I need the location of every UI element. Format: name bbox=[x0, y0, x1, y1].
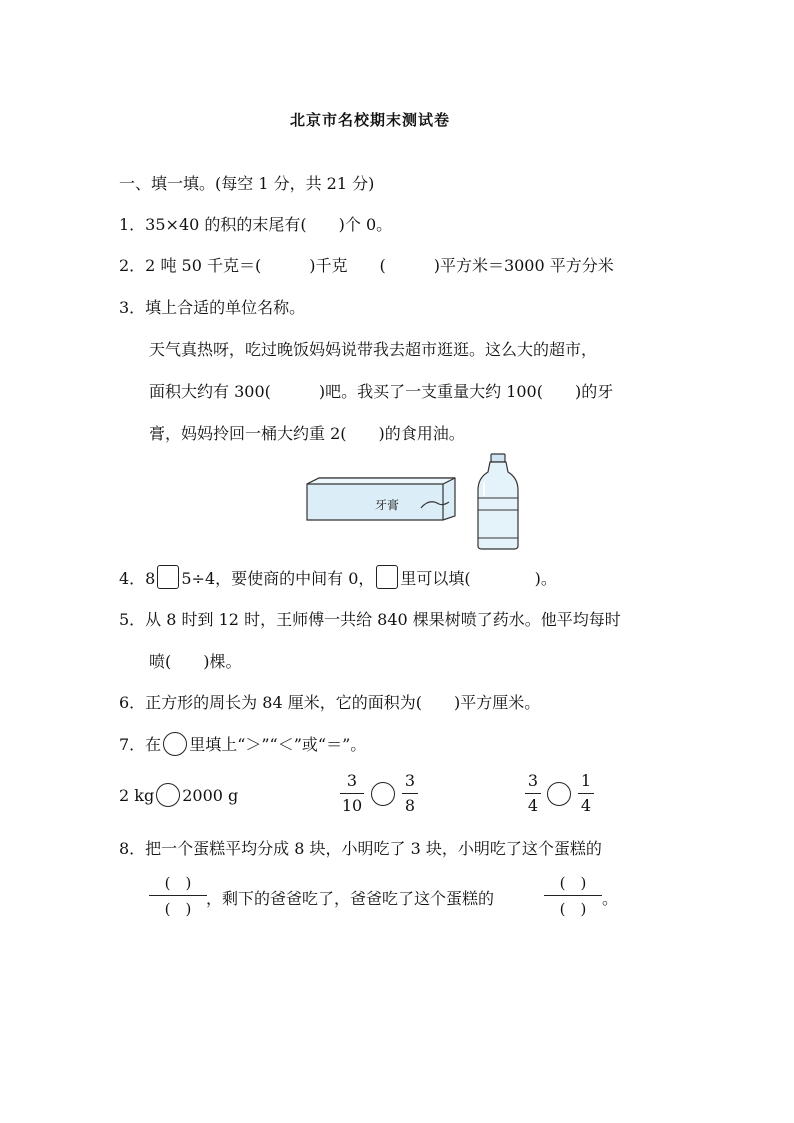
compare-1-left: 2 kg bbox=[119, 786, 155, 805]
question-4-text-a: 4．8 bbox=[119, 569, 156, 588]
fraction-denominator: 8 bbox=[404, 796, 416, 815]
question-5-line-2: 喷( )棵。 bbox=[149, 652, 242, 671]
fraction-1-4 bbox=[578, 771, 594, 816]
question-7-text-a: 7．在 bbox=[119, 735, 162, 754]
blank-numerator: ( ) bbox=[559, 874, 587, 892]
section-heading: 一、填一填。(每空 1 分，共 21 分) bbox=[119, 174, 375, 193]
question-4-text-c: 里可以填( )。 bbox=[400, 569, 557, 588]
fraction-numerator: 3 bbox=[527, 771, 539, 790]
question-3-line-3: 膏，妈妈拎回一桶大约重 2( )的食用油。 bbox=[149, 424, 465, 443]
question-7 bbox=[119, 732, 366, 756]
blank-denominator: ( ) bbox=[164, 900, 192, 918]
compare-1-right: 2000 g bbox=[182, 786, 239, 805]
fraction-denominator: 4 bbox=[580, 796, 592, 815]
fraction-numerator: 3 bbox=[404, 771, 416, 790]
fraction-denominator: 4 bbox=[527, 796, 539, 815]
fraction-3-8 bbox=[402, 771, 418, 816]
compare-circle-2[interactable] bbox=[371, 782, 395, 806]
oil-bottle-illustration bbox=[476, 452, 520, 550]
question-1: 1．35×40 的积的末尾有( )个 0。 bbox=[119, 215, 393, 234]
question-3-line-1: 天气真热呀，吃过晚饭妈妈说带我去超市逛逛。这么大的超市， bbox=[149, 340, 598, 359]
blank-fraction-1[interactable] bbox=[149, 872, 207, 919]
fraction-3-4 bbox=[525, 771, 541, 816]
digit-box-1[interactable] bbox=[157, 565, 179, 589]
blank-numerator: ( ) bbox=[164, 874, 192, 892]
question-4 bbox=[119, 565, 557, 589]
fraction-numerator: 1 bbox=[580, 771, 592, 790]
question-6: 6．正方形的周长为 84 厘米，它的面积为( )平方厘米。 bbox=[119, 693, 541, 712]
compare-circle-3[interactable] bbox=[547, 782, 571, 806]
toothpaste-label: 牙膏 bbox=[375, 498, 400, 512]
compare-circle-1[interactable] bbox=[156, 783, 180, 807]
question-5-line-1: 5．从 8 时到 12 时，王师傅一共给 840 棵果树喷了药水。他平均每时 bbox=[119, 610, 621, 629]
question-4-text-b: 5÷4，要使商的中间有 0， bbox=[181, 569, 375, 588]
compare-circle-example[interactable] bbox=[163, 732, 187, 756]
question-8-line-1: 8．把一个蛋糕平均分成 8 块，小明吃了 3 块，小明吃了这个蛋糕的 bbox=[119, 839, 602, 858]
fraction-denominator: 10 bbox=[341, 796, 363, 815]
compare-1 bbox=[119, 783, 238, 807]
question-8-line-2: ，剩下的爸爸吃了，爸爸吃了这个蛋糕的 bbox=[206, 889, 495, 908]
page-title: 北京市名校期末测试卷 bbox=[290, 111, 451, 129]
fraction-3-10 bbox=[340, 771, 364, 816]
question-8-end: 。 bbox=[602, 889, 619, 908]
blank-denominator: ( ) bbox=[559, 900, 587, 918]
question-3-prompt: 3．填上合适的单位名称。 bbox=[119, 298, 306, 317]
question-2: 2．2 吨 50 千克＝( )千克 ( )平方米＝3000 平方分米 bbox=[119, 256, 614, 275]
digit-box-2[interactable] bbox=[376, 565, 398, 589]
question-3-line-2: 面积大约有 300( )吧。我买了一支重量大约 100( )的牙 bbox=[149, 382, 614, 401]
question-7-text-b: 里填上“＞”“＜”或“＝”。 bbox=[189, 735, 367, 754]
toothpaste-illustration bbox=[305, 476, 457, 522]
blank-fraction-2[interactable] bbox=[544, 872, 602, 919]
fraction-numerator: 3 bbox=[346, 771, 358, 790]
